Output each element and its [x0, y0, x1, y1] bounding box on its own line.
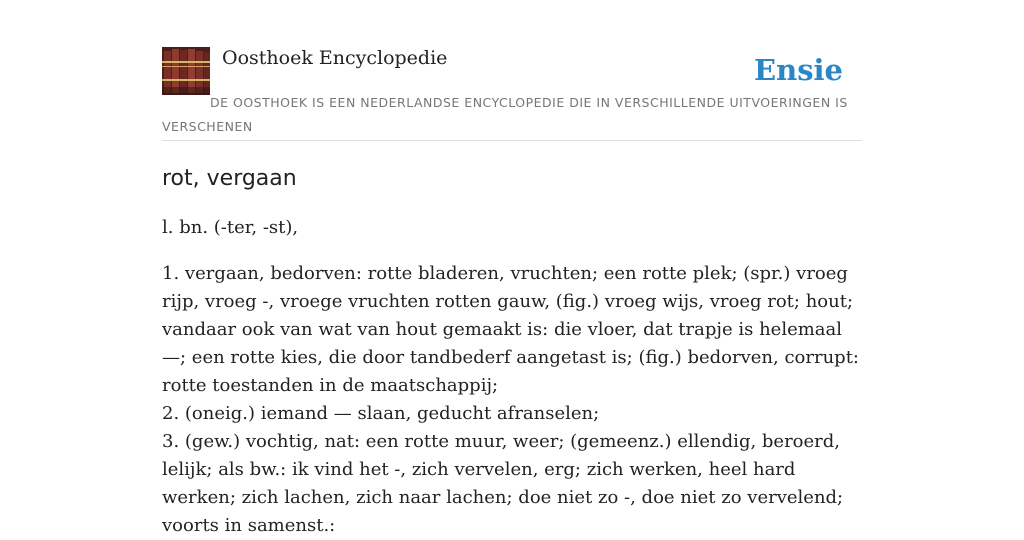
encyclopedia-books-avatar[interactable] — [162, 47, 210, 95]
definition-item: 2. (oneig.) iemand — slaan, geducht afranselen; — [162, 403, 600, 424]
definition-item: 1. vergaan, bedorven: rotte bladeren, vruchten; een rotte plek; (spr.) vroeg rijp, vroeg -, vroege vruchten rotten gauw, (fig.) vroeg wijs, vroeg rot; hout; vandaar ook van wat van hout gemaakt is: die vloer, dat trapje is helemaal —; een rotte kies, die door tandbederf aangetast is; (fig.) bedorven, corrupt: rotte toestanden in de maatschappij; — [162, 263, 859, 396]
site-title[interactable]: Oosthoek Encyclopedie — [222, 47, 448, 69]
site-header — [162, 46, 862, 141]
entry-title: rot, vergaan — [162, 166, 297, 191]
site-tagline: DE OOSTHOEK IS EEN NEDERLANDSE ENCYCLOPEDIE DIE IN VERSCHILLENDE UITVOERINGEN IS VERSCHENEN — [162, 95, 848, 134]
definition-item: 3. (gew.) vochtig, nat: een rotte muur, weer; (gemeenz.) ellendig, beroerd, lelijk; als bw.: ik vind het -, zich vervelen, erg; zich werken, heel hard werken; zich lachen, zich naar lachen; doe niet zo -, doe niet zo vervelend; voorts in samenst.: — [162, 431, 844, 536]
books-icon — [162, 47, 210, 95]
ensie-logo-link[interactable]: Ensie — [754, 53, 843, 87]
entry-grammar: l. bn. (-ter, -st), — [162, 217, 299, 238]
entry-definitions — [162, 260, 862, 540]
dictionary-entry — [162, 162, 862, 540]
